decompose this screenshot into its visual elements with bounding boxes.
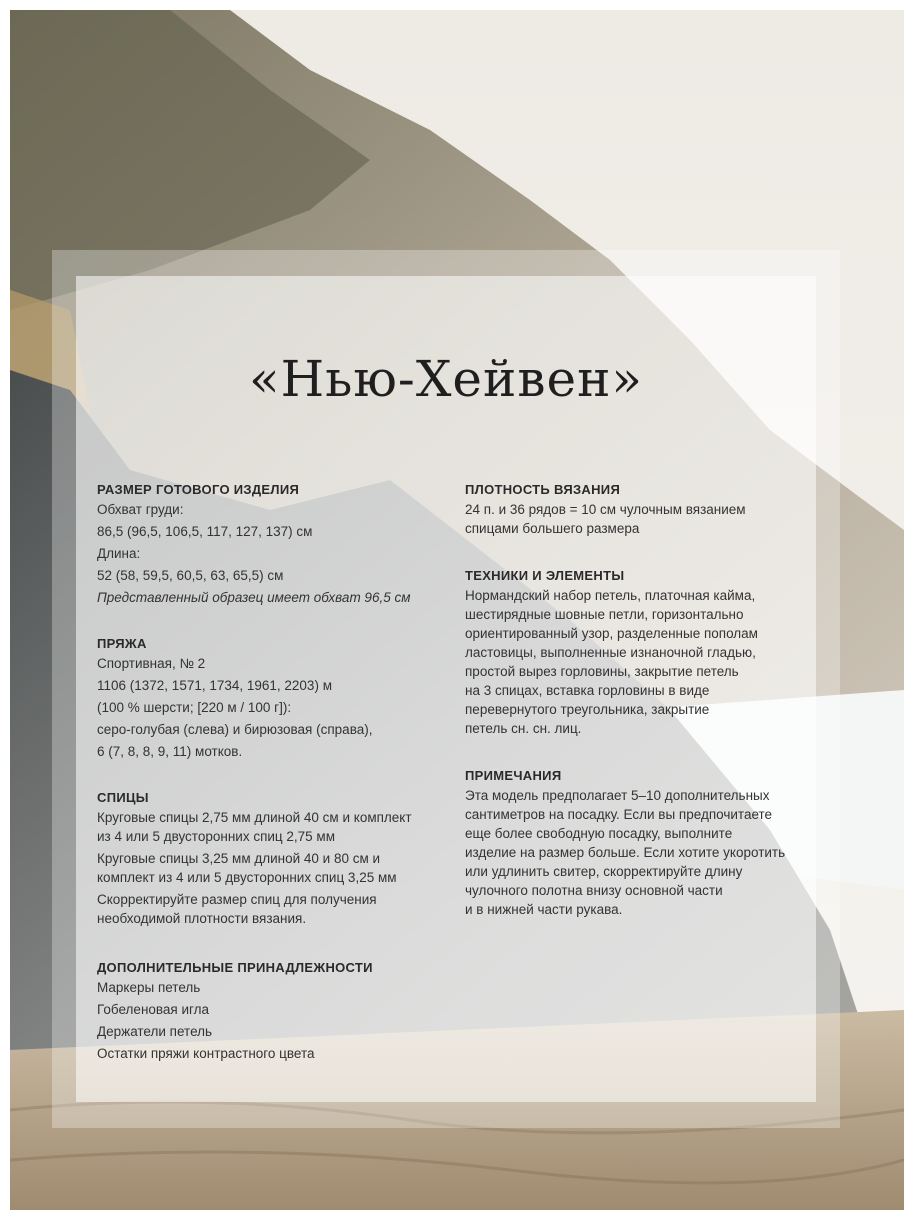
section-heading: РАЗМЕР ГОТОВОГО ИЗДЕЛИЯ (97, 482, 300, 497)
text-line: из 4 или 5 двусторонних спиц 2,75 мм (97, 829, 335, 844)
text-line: на 3 спицах, вставка горловины в виде (465, 683, 710, 698)
text-line: Круговые спицы 3,25 мм длиной 40 и 80 см и (97, 851, 381, 866)
text-line: Маркеры петель (97, 980, 201, 995)
section-heading: ДОПОЛНИТЕЛЬНЫЕ ПРИНАДЛЕЖНОСТИ (97, 960, 373, 975)
text-line: простой вырез горловины, закрытие петель (465, 664, 739, 679)
text-line: или удлинить свитер, скорректируйте длину (465, 864, 743, 879)
text-line: петель сн. сн. лиц. (465, 721, 582, 736)
text-line: Длина: (97, 546, 141, 561)
text-line: ластовицы, выполненные изнаночной гладью, (465, 645, 756, 660)
text-line: ориентированный узор, разделенные пополам (465, 626, 758, 641)
right-column (465, 480, 795, 919)
text-line: Держатели петель (97, 1024, 213, 1039)
section-heading: ТЕХНИКИ И ЭЛЕМЕНТЫ (465, 568, 625, 583)
section-needles (97, 788, 417, 928)
section-heading: ПРИМЕЧАНИЯ (465, 768, 562, 783)
section-heading: СПИЦЫ (97, 790, 149, 805)
text-line: 52 (58, 59,5, 60,5, 63, 65,5) см (97, 568, 284, 583)
text-line: 1106 (1372, 1571, 1734, 1961, 2203) м (97, 678, 332, 693)
text-line: Остатки пряжи контрастного цвета (97, 1046, 315, 1061)
text-line: Эта модель предполагает 5–10 дополнительных (465, 788, 770, 803)
section-notions (97, 958, 417, 1063)
text-line: 86,5 (96,5, 106,5, 117, 127, 137) см (97, 524, 313, 539)
left-column (97, 480, 417, 1063)
text-line: комплект из 4 или 5 двусторонних спиц 3,25 мм (97, 870, 397, 885)
text-line: изделие на размер больше. Если хотите укоротить (465, 845, 786, 860)
text-line: шестирядные шовные петли, горизонтально (465, 607, 744, 622)
text-line: Гобеленовая игла (97, 1002, 210, 1017)
section-yarn (97, 634, 417, 761)
section-heading: ПЛОТНОСТЬ ВЯЗАНИЯ (465, 482, 621, 497)
section-finished-size (97, 480, 417, 607)
text-line: и в нижней части рукава. (465, 902, 623, 917)
text-line: спицами большего размера (465, 521, 640, 536)
text-line: Скорректируйте размер спиц для получения (97, 892, 377, 907)
pattern-title: «Нью-Хейвен» (248, 350, 643, 408)
text-line: Обхват груди: (97, 502, 184, 517)
text-line: перевернутого треугольника, закрытие (465, 702, 710, 717)
text-line: сантиметров на посадку. Если вы предпочитаете (465, 807, 773, 822)
text-line: (100 % шерсти; [220 м / 100 г]): (97, 700, 292, 715)
text-line: 24 п. и 36 рядов = 10 см чулочным вязанием (465, 502, 746, 517)
text-line: серо-голубая (слева) и бирюзовая (справа), (97, 722, 373, 737)
text-line: Спортивная, № 2 (97, 656, 206, 671)
section-gauge (465, 480, 795, 538)
section-notes (465, 766, 795, 919)
text-line: 6 (7, 8, 8, 9, 11) мотков. (97, 744, 243, 759)
section-heading: ПРЯЖА (97, 636, 147, 651)
text-line: еще более свободную посадку, выполните (465, 826, 733, 841)
text-line: Нормандский набор петель, платочная кайма, (465, 588, 756, 603)
section-techniques (465, 566, 795, 738)
text-line: необходимой плотности вязания. (97, 911, 307, 926)
text-line: Круговые спицы 2,75 мм длиной 40 см и комплект (97, 810, 412, 825)
text-line: чулочного полотна внизу основной части (465, 883, 723, 898)
text-line: Представленный образец имеет обхват 96,5 см (97, 590, 411, 605)
